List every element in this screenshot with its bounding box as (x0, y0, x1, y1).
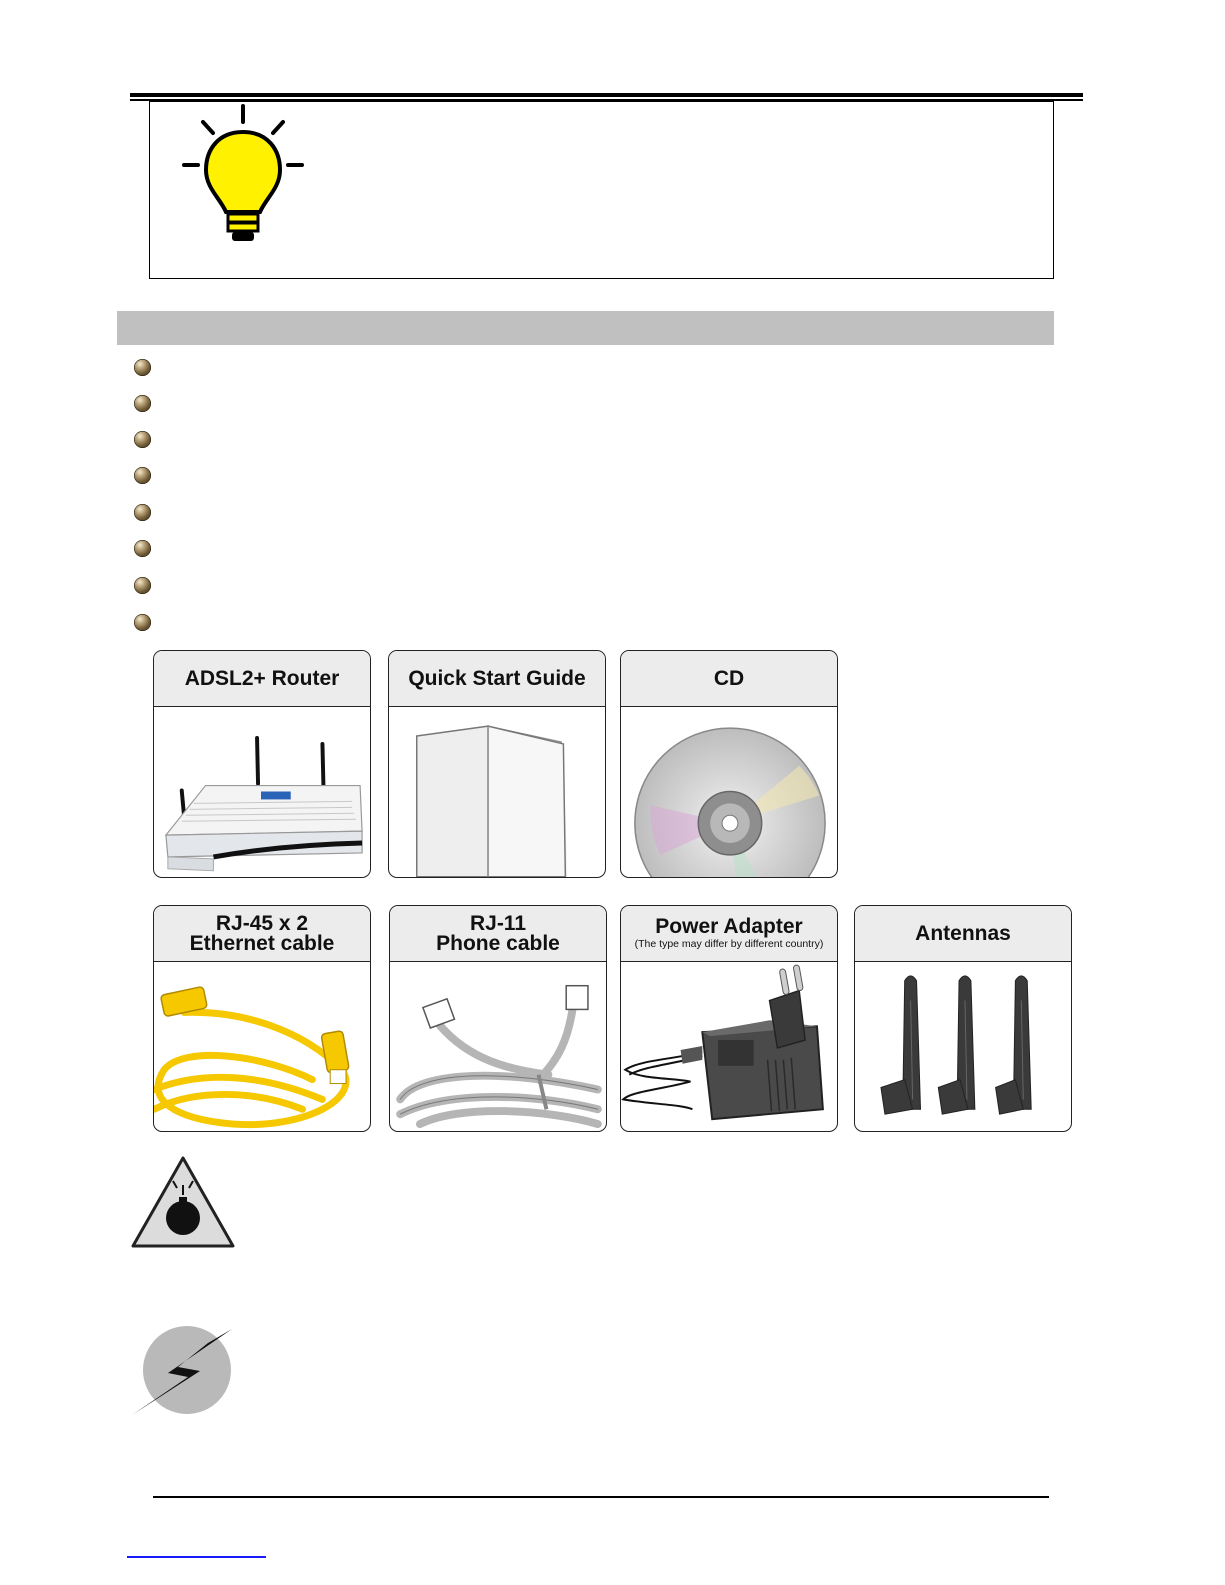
card-title: Antennas (915, 921, 1011, 945)
package-card-power-adapter (620, 905, 838, 1132)
card-title: ADSL2+ Router (184, 666, 340, 690)
card-subtitle: (The type may differ by different country) (634, 938, 824, 950)
card-title: Power Adapter (655, 915, 803, 938)
bullet-icon (134, 431, 151, 448)
footer-link-underline[interactable] (127, 1556, 266, 1558)
bullet-icon (134, 577, 151, 594)
caution-bomb-icon (130, 1155, 236, 1249)
package-card-router (153, 650, 371, 878)
bullet-icon (134, 467, 151, 484)
bullet-icon (134, 504, 151, 521)
cd-icon (621, 706, 837, 877)
bullet-icon (134, 614, 151, 631)
guide-icon (389, 706, 605, 877)
card-title: CD (713, 666, 745, 690)
bullet-icon (134, 540, 151, 557)
package-card-cd (620, 650, 838, 878)
card-title-line2: Phone cable (436, 931, 560, 955)
section-heading-bar (117, 311, 1054, 345)
card-title: Quick Start Guide (408, 666, 586, 690)
phone-cable-icon (390, 961, 606, 1131)
bullet-icon (134, 359, 151, 376)
footer-rule (153, 1496, 1049, 1498)
package-card-phone-cable (389, 905, 607, 1132)
card-title: RJ-11 (469, 911, 527, 935)
card-title-line2: Ethernet cable (189, 931, 335, 955)
ethernet-cable-icon (154, 961, 370, 1131)
package-card-quick-start-guide (388, 650, 606, 878)
power-adapter-icon (621, 961, 837, 1131)
card-title: RJ-45 x 2 (215, 911, 309, 935)
router-icon (154, 706, 370, 877)
antennas-icon (855, 961, 1071, 1131)
electric-hazard-icon (130, 1325, 234, 1417)
package-card-antennas (854, 905, 1072, 1132)
lightbulb-icon (176, 100, 310, 250)
bullet-icon (134, 395, 151, 412)
package-card-ethernet-cable (153, 905, 371, 1132)
header-rule-thick (130, 93, 1083, 97)
